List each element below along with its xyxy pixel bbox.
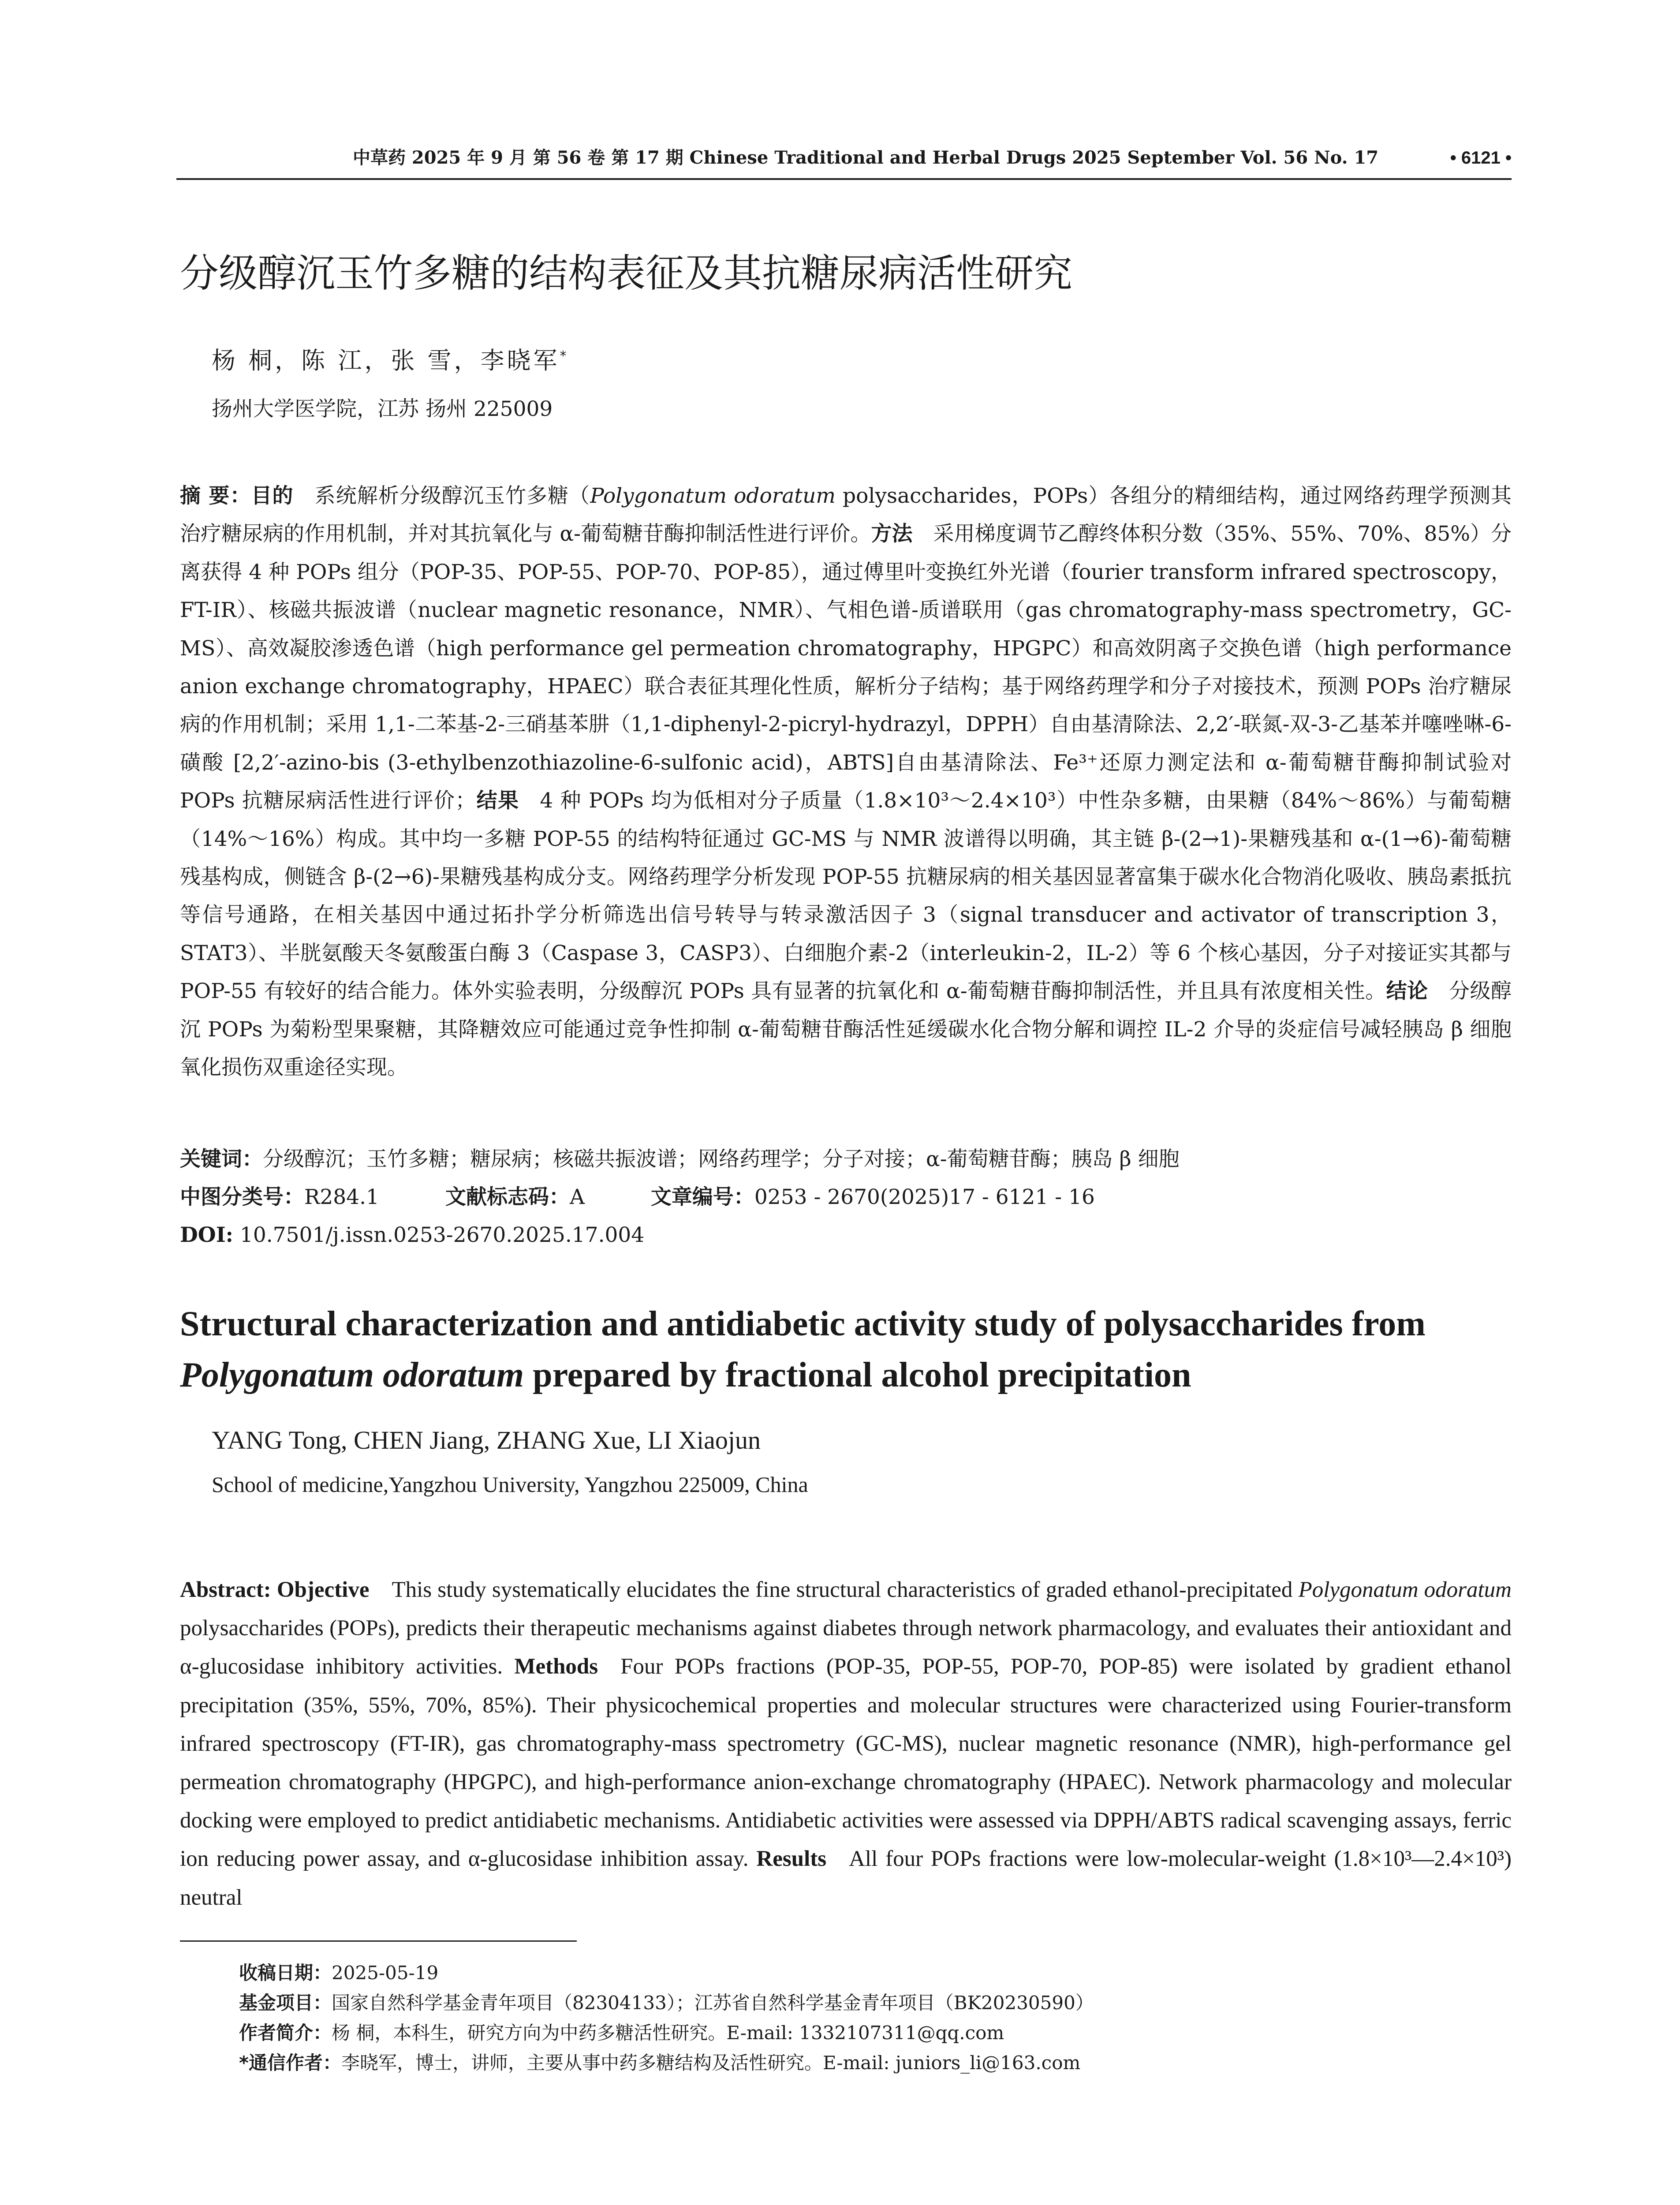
authors-english: YANG Tong, CHEN Jiang, ZHANG Xue, LI Xiaojun [212,1426,761,1454]
article-id-label: 文章编号： [650,1185,754,1209]
abstract-chinese [180,477,1512,1087]
abstract-english [180,1571,1512,1917]
footnotes [239,1958,1509,2078]
affiliation-chinese: 扬州大学医学院，江苏 扬州 225009 [212,397,553,421]
conclusion-text: 分级醇沉 POPs 为菊粉型果聚糖，其降糖效应可能通过竞争性抑制 α-葡萄糖苷酶活性延缓碳水化合物分解和调控 IL-2 介导的炎症信号减轻胰岛 β 细胞氧化损伤双重途径实现。 [180,979,1512,1080]
conclusion-label: 结论 [1386,979,1428,1004]
results-en-label: Results [756,1846,827,1872]
footnote-corresponding [239,2048,1509,2078]
title-english-part1: Structural characterization and antidiabetic activity study of polysaccharides from [180,1304,1426,1343]
objective-en-pre: This study systematically elucidates the fine structural characteristics of graded ethanol-precipitated [392,1577,1299,1602]
footnote-text: 国家自然科学基金青年项目（82304133）；江苏省自然科学基金青年项目（BK20230590） [332,1992,1094,2014]
footnote-funding [239,1988,1509,2018]
objective-latin: Polygonatum odoratum [590,484,836,508]
article-id-value: 0253 - 2670(2025)17 - 6121 - 16 [754,1185,1095,1209]
doi-label: DOI: [180,1223,234,1247]
page-number: • 6121 • [1450,148,1512,168]
objective-label: 目的 [251,484,294,508]
methods-en-label: Methods [514,1654,598,1679]
running-header [176,140,1512,176]
keywords-chinese [180,1140,1180,1178]
title-english-latin: Polygonatum odoratum [180,1356,524,1394]
doc-code-label: 文献标志码： [445,1185,570,1209]
authors-chinese-names: 杨 桐，陈 江，张 雪，李晓军 [212,347,560,374]
methods-en-text: Four POPs fractions (POP-35, POP-55, POP-70, POP-85) were isolated by gradient ethanol precipitation (35%, 55%, 70%, 85%). Their physicochemical properties and molecular structures were characterized using Fourier-transform infrared spectroscopy (FT-IR), gas chromatography-mass spectrometry (GC-MS), nuclear magnetic resonance (NMR), high-performance gel permeation chromatography (HPGPC), and high-performance anion-exchange chromatography (HPAEC). Network pharmacology and molecular docking were employed to predict antidiabetic mechanisms. Antidiabetic activities were assessed via DPPH/ABTS radical scavenging assays, ferric ion reducing power assay, and α-glucosidase inhibition assay. [180,1654,1512,1872]
doc-code-value: A [569,1185,585,1209]
abstract-en-label: Abstract: [180,1577,271,1602]
results-text: 4 种 POPs 均为低相对分子质量（1.8×10³～2.4×10³）中性杂多糖，由果糖（84%～86%）与葡萄糖（14%～16%）构成。其中均一多糖 POP-55 的结构特征通过 GC-MS 与 NMR 波谱得以明确，其主链 β-(2→1)-果糖残基和 α-(1→6)-葡萄糖残基构成，侧链含 β-(2→6)-果糖残基构成分支。网络药理学分析发现 POP-55 抗糖尿病的相关基因显著富集于碳水化合物消化吸收、胰岛素抵抗等信号通路，在相关基因中通过拓扑学分析筛选出信号转导与转录激活因子 3（signal transducer and activator of transcription 3，STAT3）、半胱氨酸天冬氨酸蛋白酶 3（Caspase 3，CASP3）、白细胞介素-2（interleukin-2，IL-2）等 6 个核心基因，分子对接证实其都与 POP-55 有较好的结合能力。体外实验表明，分级醇沉 POPs 具有显著的抗氧化和 α-葡萄糖苷酶抑制活性，并且具有浓度相关性。 [180,789,1512,1004]
objective-en-label: Objective [276,1577,370,1602]
footnote-text: 2025-05-19 [332,1962,439,1984]
header-rule [176,178,1512,180]
footnote-rule [180,1940,577,1942]
clc-label: 中图分类号： [180,1185,304,1209]
methods-text: 采用梯度调节乙醇终体积分数（35%、55%、70%、85%）分离获得 4 种 POPs 组分（POP-35、POP-55、POP-70、POP-85），通过傅里叶变换红外光谱（fourier transform infrared spectroscopy，FT-IR）、核磁共振波谱（nuclear magnetic resonance，NMR）、气相色谱-质谱联用（gas chromatography-mass spectrometry，GC-MS）、高效凝胶渗透色谱（high performance gel permeation chromatography，HPGPC）和高效阴离子交换色谱（high performance anion exchange chromatography，HPAEC）联合表征其理化性质，解析分子结构；基于网络药理学和分子对接技术，预测 POPs 治疗糖尿病的作用机制；采用 1,1-二苯基-2-三硝基苯肼（1,1-diphenyl-2-picryl-hydrazyl，DPPH）自由基清除法、2,2′-联氮-双-3-乙基苯并噻唑啉-6-磺酸 [2,2′-azino-bis (3-ethylbenzothiazoline-6-sulfonic acid)，ABTS]自由基清除法、Fe³⁺还原力测定法和 α-葡萄糖苷酶抑制试验对 POPs 抗糖尿病活性进行评价； [180,522,1512,813]
classification-line [180,1178,1095,1216]
results-en-text: All four POPs fractions were low-molecular-weight (1.8×10³—2.4×10³) neutral [180,1846,1512,1910]
footnote-label: 收稿日期： [239,1962,332,1984]
footnote-label: *通信作者： [239,2052,341,2074]
objective-text-pre: 系统解析分级醇沉玉竹多糖（ [314,484,590,508]
footnote-author-bio [239,2018,1509,2048]
footnote-label: 基金项目： [239,1992,332,2014]
title-chinese: 分级醇沉玉竹多糖的结构表征及其抗糖尿病活性研究 [180,250,1073,296]
footnote-label: 作者简介： [239,2022,332,2044]
footnote-received [239,1958,1509,1988]
abstract-label: 摘 要： [180,484,251,508]
clc-value: R284.1 [304,1185,379,1209]
footnote-text: 李晓军，博士，讲师，主要从事中药多糖结构及活性研究。E-mail: juniors_li@163.com [341,2052,1081,2074]
objective-en-latin: Polygonatum odoratum [1298,1577,1512,1602]
objective-text-post: polysaccharides，POPs）各组分的精细结构，通过网络药理学预测其治疗糖尿病的作用机制，并对其抗氧化与 α-葡萄糖苷酶抑制活性进行评价。 [180,484,1512,546]
doi-value[interactable]: 10.7501/j.issn.0253-2670.2025.17.004 [240,1223,645,1247]
keywords-label: 关键词： [180,1147,263,1171]
keywords-text: 分级醇沉；玉竹多糖；糖尿病；核磁共振波谱；网络药理学；分子对接；α-葡萄糖苷酶；胰岛 β 细胞 [263,1147,1180,1171]
affiliation-english: School of medicine,Yangzhou University, Yangzhou 225009, China [212,1472,808,1497]
doi-line [180,1216,644,1254]
journal-info: 中草药 2025 年 9 月 第 56 卷 第 17 期 Chinese Traditional and Herbal Drugs 2025 September Vol. 56 No. 17 [353,147,1379,168]
methods-label: 方法 [871,522,913,546]
corresponding-mark: * [560,348,569,364]
objective-en-post: polysaccharides (POPs), predicts their therapeutic mechanisms against diabetes through network pharmacology, and evaluates their antioxidant and α-glucosidase inhibitory activities. [180,1616,1512,1679]
title-english [180,1298,1512,1401]
authors-chinese [212,339,569,378]
footnote-text: 杨 桐，本科生，研究方向为中药多糖活性研究。E-mail: 1332107311@qq.com [332,2022,1004,2044]
results-label: 结果 [476,789,519,813]
title-english-part2: prepared by fractional alcohol precipitation [524,1356,1191,1394]
